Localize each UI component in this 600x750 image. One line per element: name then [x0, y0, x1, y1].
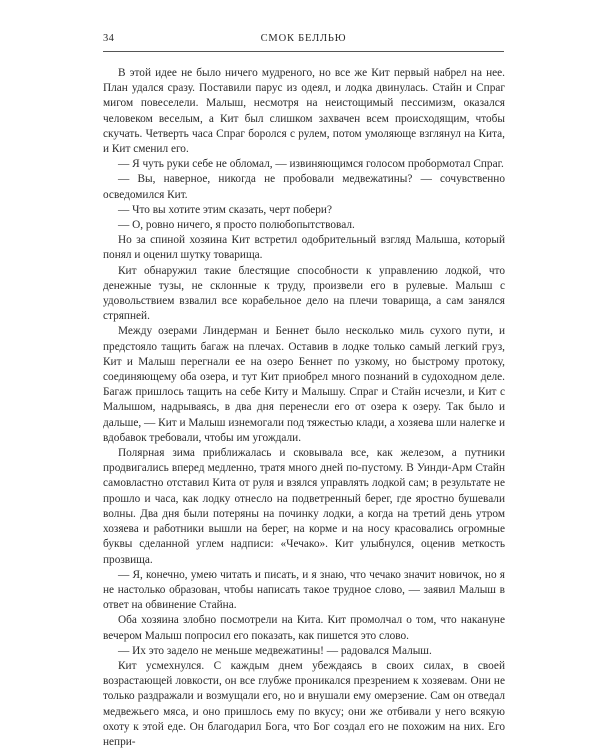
paragraph: — О, ровно ничего, я просто полюбопытствовал.	[118, 219, 355, 232]
paragraph: Кит усмехнулся. С каждым днем убеждаясь в своих силах, в своей возрастающей ловкости, он все глубже проникался презрением к хозяевам. Они не только раздражали и возмущали его, но и внушали ему омерзение. Сам он отведал медвежьего мяса, и оно пришлось ему по вкусу; они же отбивали у него всякую охоту к этой еде. Он благодарил Бога, что Бог создал его не похожим на них. Его непри-	[103, 659, 505, 748]
paragraph: Кит обнаружил такие блестящие способности к управлению лодкой, что денежные тузы, не склонные к труду, произвели его в рулевые. Малыш с удовольствием взвалил все корабельное дело на плечи товарища, а сам занялся стряпней.	[103, 264, 505, 323]
paragraph: — Я, конечно, умею читать и писать, и я знаю, что чечако значит новичок, но я не настолько образован, чтобы написать такое трудное слово, — заявил Малыш в ответ на обвинение Стайна.	[103, 568, 505, 612]
running-title: СМОК БЕЛЛЬЮ	[260, 33, 347, 44]
paragraph: — Я чуть руки себе не обломал, — извиняющимся голосом пробормотал Спраг.	[118, 158, 504, 171]
paragraph: — Что вы хотите этим сказать, черт побери?	[118, 203, 332, 216]
paragraph: — Вы, наверное, никогда не пробовали медвежатины? — сочувственно осведомился Кит.	[103, 173, 505, 201]
body-text	[103, 66, 505, 750]
paragraph: — Их это задело не меньше медвежатины! — радовался Малыш.	[118, 644, 432, 657]
header-rule	[103, 51, 504, 52]
paragraph: В этой идее не было ничего мудреного, но все же Кит первый набрел на нее. План удался сразу. Поставили парус из одеял, и лодка двинулась. Стайн и Спраг мигом повеселели. Малыш, несмотря на неистощимый пессимизм, оказался человеком веселым, а Кит был слишком захвачен всем происходящим, чтобы скучать. Четверть часа Спраг боролся с рулем, потом умоляюще взглянул на Кита, и Кит сменил его.	[103, 67, 505, 156]
paragraph: Между озерами Линдерман и Беннет было несколько миль сухого пути, и предстояло тащить багаж на плечах. Оставив в лодке только самый легкий груз, Кит и Малыш перегнали ее на озеро Беннет по узкому, но быстрому протоку, соединяющему оба озера, и тут Кит приобрел много познаний в судоходном деле. Багаж пришлось тащить на себе Киту и Малышу. Спраг и Стайн исчезли, и Кит с Малышом, надрываясь, в два дня перенесли его от озера к озеру. Так было и дальше, — Кит и Малыш изнемогали под тяжестью клади, а хозяева шли налегке и вдобавок требовали, чтобы им угождали.	[103, 325, 505, 444]
paragraph: Но за спиной хозяина Кит встретил одобрительный взгляд Малыша, который понял и оценил шутку товарища.	[103, 234, 505, 262]
paragraph: Полярная зима приближалась и сковывала все, как железом, а путники продвигались вперед медленно, тратя много дней по-пустому. В Уинди-Арм Стайн самовластно отставил Кита от руля и взялся управлять лодкой сам; в результате не прошло и часа, как лодку отнесло на подветренный берег, где яростно бушевали волны. Два дня были потеряны на починку лодки, а когда на третий день утром хозяева и работники вышли на берег, на корме и на носу красовались огромные буквы сделанной углем надписи: «Чечако». Кит улыбнулся, оценив меткость прозвища.	[103, 447, 505, 566]
page-header	[103, 33, 504, 49]
page-number: 34	[103, 33, 115, 44]
paragraph: Оба хозяина злобно посмотрели на Кита. Кит промолчал о том, что накануне вечером Малыш попросил его показать, как пишется это слово.	[103, 614, 505, 642]
